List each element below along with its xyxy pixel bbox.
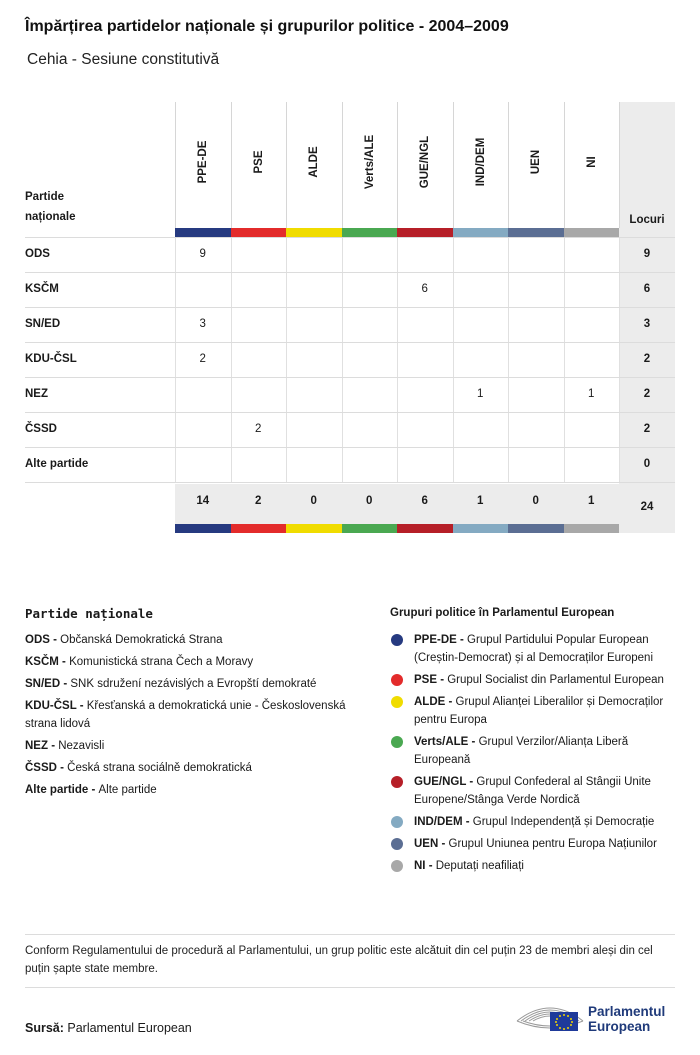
legend-name: Česká strana sociálně demokratická: [67, 762, 252, 774]
seat-count-cell: 1: [588, 388, 595, 400]
party-row-label: Alte partide: [25, 458, 89, 470]
logo-wordmark: Parlamentul European: [588, 1004, 666, 1034]
row-total-cell: 3: [643, 318, 651, 330]
political-group-legend-item: [390, 631, 680, 667]
group-color-bar: [508, 228, 564, 237]
page-title: Împărțirea partidelor naționale și grupurilor politice - 2004–2009: [25, 18, 509, 35]
national-party-legend-item: [25, 653, 370, 671]
column-header: [508, 102, 564, 228]
seat-count-cell: 3: [199, 318, 206, 330]
column-divider: [231, 237, 232, 482]
seat-count-cell: 6: [421, 283, 428, 295]
group-color-bar: [564, 524, 620, 533]
source-line: [25, 1021, 192, 1035]
column-header-label: PSE: [252, 150, 265, 174]
legend-abbr: UEN -: [414, 838, 449, 850]
legend-name: SNK sdružení nezávislých a Evropští demokraté: [70, 678, 317, 690]
seat-count-cell: 2: [199, 353, 206, 365]
column-header: [231, 102, 287, 228]
column-divider: [564, 237, 565, 482]
group-color-dot-icon: [391, 816, 403, 828]
national-party-legend-item: [25, 675, 370, 693]
legend-abbr: PPE-DE -: [414, 634, 468, 646]
legend-abbr: ODS -: [25, 634, 61, 646]
column-divider: [397, 237, 398, 482]
group-color-bar: [286, 524, 342, 533]
column-total-cell: 0: [310, 495, 317, 507]
grand-total-cell: 24: [640, 501, 654, 513]
column-header: [175, 102, 231, 228]
page-subtitle: Cehia - Sesiune constitutivă: [27, 51, 220, 68]
group-color-dot-icon: [391, 674, 403, 686]
column-divider: [342, 237, 343, 482]
row-divider: [25, 377, 675, 378]
legend-abbr: KDU-ČSL -: [25, 700, 87, 712]
national-party-legend-item: [25, 759, 370, 777]
party-row-label: ODS: [25, 248, 50, 260]
group-color-bar: [231, 524, 287, 533]
political-group-legend-item: [390, 693, 680, 729]
row-total-cell: 2: [643, 423, 651, 435]
political-group-legend-item: [390, 773, 680, 809]
legend-name: Občanská Demokratická Strana: [60, 634, 223, 646]
legend-name: Grupul Uniunea pentru Europa Națiunilor: [448, 838, 657, 850]
political-group-legend-item: [390, 733, 680, 769]
legend-name: Grupul Confederal al Stângii Unite Europene/Stânga Verde Nordică: [414, 776, 651, 806]
national-party-legend-item: [25, 631, 370, 649]
source-value: Parlamentul European: [63, 1021, 192, 1035]
political-group-legend-item: [390, 857, 680, 875]
group-color-bar: [342, 228, 398, 237]
divider: [25, 934, 675, 935]
legend-name: Alte partide: [98, 784, 157, 796]
group-color-dot-icon: [391, 696, 403, 708]
column-total-cell: 2: [255, 495, 262, 507]
political-group-legend-item: [390, 671, 680, 689]
group-color-bar: [231, 228, 287, 237]
seat-count-cell: 2: [255, 423, 262, 435]
political-groups-legend: [390, 631, 680, 879]
group-color-dot-icon: [391, 838, 403, 850]
row-total-cell: 6: [643, 283, 651, 295]
row-total-cell: 2: [643, 388, 651, 400]
column-divider: [286, 237, 287, 482]
group-color-dot-icon: [391, 776, 403, 788]
group-color-bar: [397, 228, 453, 237]
column-total-cell: 0: [532, 495, 539, 507]
row-divider: [25, 482, 675, 483]
legend-name: Grupul Alianței Liberalilor și Democraților pentru Europa: [414, 696, 664, 726]
seat-count-cell: 1: [477, 388, 484, 400]
column-divider: [508, 237, 509, 482]
legend-name: Grupul Socialist din Parlamentul European: [447, 674, 664, 686]
national-party-legend-item: [25, 781, 370, 799]
political-groups-legend-title: Grupuri politice în Parlamentul European: [390, 607, 615, 619]
group-color-dot-icon: [391, 736, 403, 748]
legend-name: Křesťanská a demokratická unie - Československá strana lidová: [25, 700, 346, 730]
row-divider: [25, 412, 675, 413]
row-total-cell: 9: [643, 248, 651, 260]
group-color-bar: [397, 524, 453, 533]
party-row-label: KDU-ČSL: [25, 353, 77, 365]
column-divider: [453, 237, 454, 482]
column-header: [286, 102, 342, 228]
legend-name: Komunistická strana Čech a Moravy: [69, 656, 254, 668]
column-header: [453, 102, 509, 228]
row-divider: [25, 447, 675, 448]
column-total-cell: 0: [366, 495, 373, 507]
legend-abbr: SN/ED -: [25, 678, 71, 690]
group-color-bar: [453, 228, 509, 237]
row-divider: [25, 237, 675, 238]
legend-abbr: PSE -: [414, 674, 448, 686]
national-parties-legend-title: Partide naționale: [25, 606, 153, 621]
row-divider: [25, 342, 675, 343]
column-total-cell: 1: [588, 495, 595, 507]
column-header-divider: [619, 102, 620, 228]
legend-name: Nezavisli: [58, 740, 105, 752]
legend-abbr: IND/DEM -: [414, 816, 473, 828]
row-total-cell: 0: [643, 458, 651, 470]
column-header-label: IND/DEM: [474, 137, 487, 187]
column-header: [397, 102, 453, 228]
legend-name: Grupul Verzilor/Alianța Liberă Europeană: [414, 736, 629, 766]
column-header-label: ALDE: [308, 146, 321, 178]
column-header-label: GUE/NGL: [419, 135, 432, 189]
group-color-bar: [453, 524, 509, 533]
political-group-legend-item: [390, 813, 680, 831]
column-total-cell: 14: [196, 495, 210, 507]
column-header: [564, 102, 620, 228]
party-row-label: ČSSD: [25, 423, 57, 435]
legend-abbr: NI -: [414, 860, 436, 872]
legend-abbr: Alte partide -: [25, 784, 99, 796]
party-row-label: NEZ: [25, 388, 48, 400]
legend-name: Grupul Partidului Popular European (Creștin-Democrat) și al Democraților Europeni: [414, 634, 654, 664]
legend-abbr: NEZ -: [25, 740, 59, 752]
party-row-label: SN/ED: [25, 318, 61, 330]
divider: [25, 987, 675, 988]
legend-abbr: Verts/ALE -: [414, 736, 479, 748]
legend-abbr: ALDE -: [414, 696, 456, 708]
national-parties-header: Partide naționale: [25, 191, 76, 223]
column-total-cell: 1: [477, 495, 484, 507]
group-color-bar: [508, 524, 564, 533]
national-party-legend-item: [25, 737, 370, 755]
column-header-label: NI: [585, 156, 598, 168]
national-parties-legend: [25, 631, 370, 803]
row-divider: [25, 272, 675, 273]
column-header-label: PPE-DE: [197, 140, 210, 184]
group-color-dot-icon: [391, 634, 403, 646]
source-label: Sursă:: [25, 1021, 64, 1035]
group-color-bar: [286, 228, 342, 237]
column-header: [342, 102, 398, 228]
row-total-cell: 2: [643, 353, 651, 365]
group-color-bar: [175, 228, 231, 237]
national-party-legend-item: [25, 697, 370, 733]
political-group-legend-item: [390, 835, 680, 853]
party-row-label: KSČM: [25, 283, 59, 295]
group-color-bar: [564, 228, 620, 237]
seat-count-cell: 9: [199, 248, 206, 260]
legend-abbr: KSČM -: [25, 656, 70, 668]
column-total-cell: 6: [421, 495, 428, 507]
group-color-dot-icon: [391, 860, 403, 872]
legend-abbr: ČSSD -: [25, 762, 68, 774]
legend-name: Grupul Independență și Democrație: [472, 816, 655, 828]
legend-abbr: GUE/NGL -: [414, 776, 477, 788]
column-header-label: UEN: [530, 149, 543, 175]
footnote: Conform Regulamentului de procedură al Parlamentului, un grup politic este alcătuit din cel puțin 23 de membri aleși din cel puțin șapte state membre.: [25, 945, 653, 975]
group-color-bar: [342, 524, 398, 533]
legend-name: Deputați neafiliați: [435, 860, 524, 872]
column-header-label: Verts/ALE: [363, 134, 376, 190]
row-divider: [25, 307, 675, 308]
group-color-bar: [175, 524, 231, 533]
seats-header: Locuri: [629, 214, 665, 226]
